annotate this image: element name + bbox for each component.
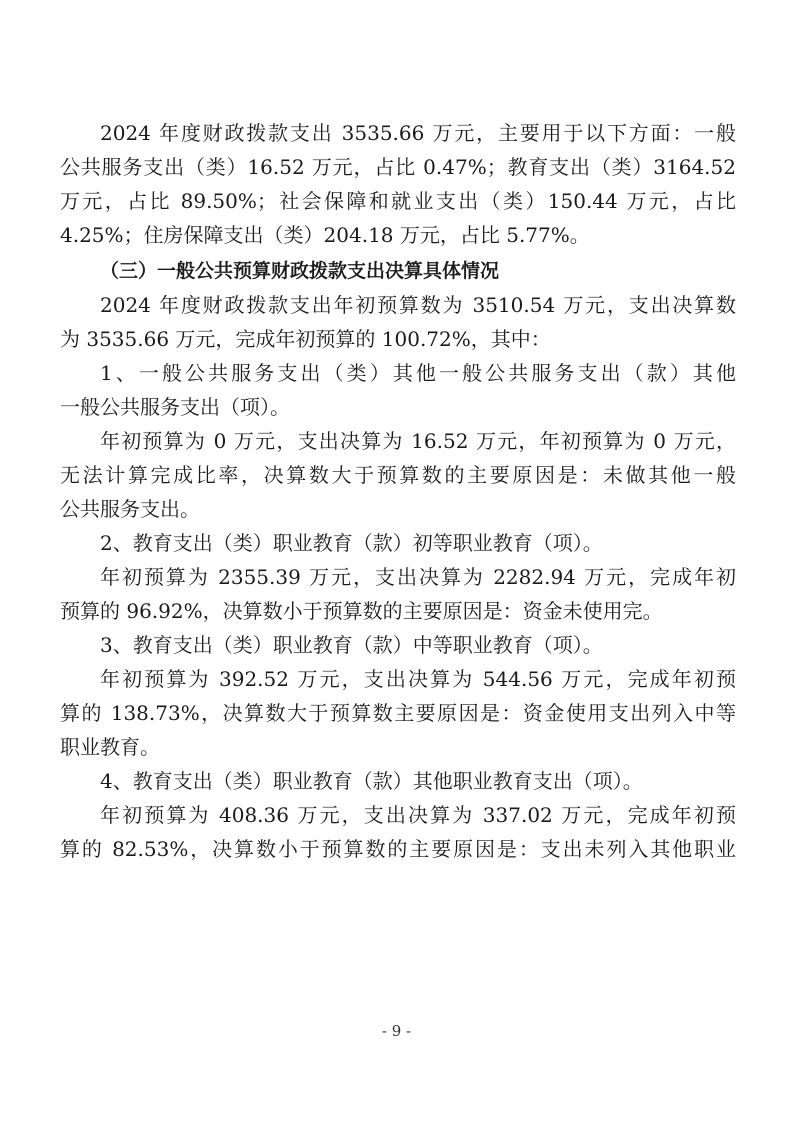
- item-3-title: [60, 628, 736, 662]
- text-line: 预算的 96.92%，决算数小于预算数的主要原因是：资金未使用完。: [60, 599, 663, 623]
- text-line: 万元，占比 89.50%；社会保障和就业支出（类）150.44 万元，占比: [60, 189, 736, 213]
- text-line: 年初预算为 408.36 万元，支出决算为 337.02 万元，完成年初预: [100, 803, 736, 827]
- text-line: 年初预算为 0 万元，支出决算为 16.52 万元，年初预算为 0 万元，: [100, 429, 736, 453]
- item-3-body: [60, 662, 736, 764]
- text-line: 为 3535.66 万元，完成年初预算的 100.72%，其中：: [60, 327, 551, 351]
- text-line: 年初预算为 392.52 万元，支出决算为 544.56 万元，完成年初预: [100, 667, 736, 691]
- text-line: 4.25%；住房保障支出（类）204.18 万元，占比 5.77%。: [60, 223, 590, 247]
- text-line: 年初预算为 2355.39 万元，支出决算为 2282.94 万元，完成年初: [100, 565, 736, 589]
- text-line: 1、一般公共服务支出（类）其他一般公共服务支出（款）其他: [100, 361, 736, 385]
- text-line: 2024 年度财政拨款支出年初预算数为 3510.54 万元，支出决算数: [100, 293, 736, 317]
- item-2-title: [60, 526, 736, 560]
- text-line: 3、教育支出（类）职业教育（款）中等职业教育（项）。: [100, 633, 603, 657]
- document-page: [60, 116, 736, 866]
- section-heading: （三）一般公共预算财政拨款支出决算具体情况: [100, 260, 500, 282]
- text-line: 无法计算完成比率，决算数大于预算数的主要原因是：未做其他一般: [60, 463, 736, 487]
- page-number: - 9 -: [381, 1022, 412, 1040]
- item-1-title: [60, 356, 736, 424]
- text-line: 4、教育支出（类）职业教育（款）其他职业教育支出（项）。: [100, 769, 643, 793]
- text-line: 算的 82.53%，决算数小于预算数的主要原因是：支出未列入其他职业: [60, 837, 736, 861]
- text-line: 职业教育。: [60, 735, 160, 759]
- text-line: 公共服务支出。: [60, 497, 200, 521]
- item-2-body: [60, 560, 736, 628]
- text-line: 2024 年度财政拨款支出 3535.66 万元，主要用于以下方面：一般: [100, 121, 736, 145]
- text-line: 2、教育支出（类）职业教育（款）初等职业教育（项）。: [100, 531, 603, 555]
- paragraph-expenditure-summary: [60, 116, 736, 252]
- paragraph-budget-overview: [60, 288, 736, 356]
- item-4-body: [60, 798, 736, 866]
- item-1-body: [60, 424, 736, 526]
- text-line: 算的 138.73%，决算数大于预算数主要原因是：资金使用支出列入中等: [60, 701, 736, 725]
- item-4-title: [60, 764, 736, 798]
- text-line: 公共服务支出（类）16.52 万元，占比 0.47%；教育支出（类）3164.52: [60, 155, 736, 179]
- text-line: 一般公共服务支出（项）。: [60, 395, 290, 419]
